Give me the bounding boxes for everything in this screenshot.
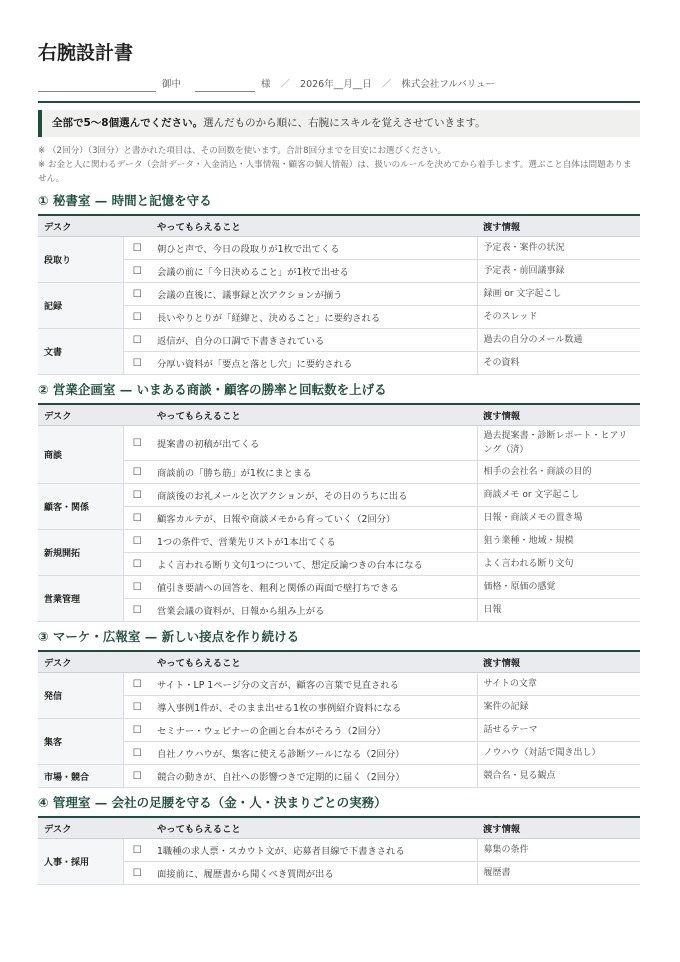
task-text: 値引き要請への回答を、粗利と関係の両面で壁打ちできる (151, 576, 477, 599)
task-checkbox[interactable]: ☐ (123, 696, 151, 719)
task-checkbox[interactable]: ☐ (123, 484, 151, 507)
header-info: 渡す情報 (477, 215, 640, 237)
table-row (38, 507, 640, 530)
skill-table (38, 816, 640, 885)
desk-label: 発信 (38, 673, 123, 719)
info-text: 過去の自分のメール数通 (477, 329, 640, 352)
table-row (38, 530, 640, 553)
table-row (38, 839, 640, 862)
task-checkbox[interactable]: ☐ (123, 719, 151, 742)
task-checkbox[interactable]: ☐ (123, 237, 151, 260)
separator: ／ (280, 79, 291, 90)
instruction-callout (38, 110, 640, 137)
header-info: 渡す情報 (477, 651, 640, 673)
task-text: 商談後のお礼メールと次アクションが、その日のうちに出る (151, 484, 477, 507)
notes (38, 144, 640, 186)
task-text: 競合の動きが、自社への影響つきで定期的に届く（2回分） (151, 765, 477, 788)
company-name-blank[interactable] (38, 79, 156, 92)
info-text: ノウハウ（対話で聞き出し） (477, 742, 640, 765)
task-checkbox[interactable]: ☐ (123, 742, 151, 765)
task-text: サイト・LP 1ページ分の文言が、顧客の言葉で見直される (151, 673, 477, 696)
task-text: 営業会議の資料が、日報から組み上がる (151, 599, 477, 622)
header-divider (38, 101, 640, 103)
table-row (38, 352, 640, 375)
desk-label: 顧客・関係 (38, 484, 123, 530)
info-text: 予定表・前回議事録 (477, 260, 640, 283)
header-task: やってもらえること (123, 817, 477, 839)
table-header-row (38, 651, 640, 673)
task-checkbox[interactable]: ☐ (123, 673, 151, 696)
info-text: 話せるテーマ (477, 719, 640, 742)
desk-label: 市場・競合 (38, 765, 123, 788)
info-text: 過去提案書・診断レポート・ヒアリング（済） (477, 426, 640, 461)
table-header-row (38, 404, 640, 426)
document-title: 右腕設計書 (38, 42, 134, 64)
task-text: よく言われる断り文句1つについて、想定反論つきの台本になる (151, 553, 477, 576)
task-checkbox[interactable]: ☐ (123, 426, 151, 461)
sama-label: 様 (261, 79, 271, 90)
task-checkbox[interactable]: ☐ (123, 839, 151, 862)
table-header-row (38, 817, 640, 839)
info-text: 日報 (477, 599, 640, 622)
table-row (38, 696, 640, 719)
task-text: 分厚い資料が「要点と落とし穴」に要約される (151, 352, 477, 375)
table-row (38, 484, 640, 507)
header-info: 渡す情報 (477, 404, 640, 426)
header-desk: デスク (38, 215, 123, 237)
task-text: 朝ひと声で、今日の段取りが1枚で出てくる (151, 237, 477, 260)
task-text: 導入事例1件が、そのまま出せる1枚の事例紹介資料になる (151, 696, 477, 719)
info-text: その資料 (477, 352, 640, 375)
table-row (38, 673, 640, 696)
task-text: セミナー・ウェビナーの企画と台本がそろう（2回分） (151, 719, 477, 742)
task-checkbox[interactable]: ☐ (123, 576, 151, 599)
note-1: ※ （2回分）（3回分）と書かれた項目は、その回数を使います。合計8回分までを目安にお選びください。 (38, 146, 447, 156)
task-checkbox[interactable]: ☐ (123, 599, 151, 622)
task-text: 顧客カルテが、日報や商談メモから育っていく（2回分） (151, 507, 477, 530)
desk-label: 人事・採用 (38, 839, 123, 885)
section-title: ① 秘書室 — 時間と記憶を守る (38, 193, 212, 208)
info-text: 価格・原価の感覚 (477, 576, 640, 599)
header-info: 渡す情報 (477, 817, 640, 839)
skill-table (38, 650, 640, 788)
onchu-label: 御中 (162, 79, 182, 90)
desk-label: 新規開拓 (38, 530, 123, 576)
header-task: やってもらえること (123, 215, 477, 237)
desk-label: 段取り (38, 237, 123, 283)
table-header-row (38, 215, 640, 237)
header-desk: デスク (38, 651, 123, 673)
section-title: ③ マーケ・広報室 — 新しい接点を作り続ける (38, 629, 300, 644)
task-text: 提案書の初稿が出てくる (151, 426, 477, 461)
info-text: そのスレッド (477, 306, 640, 329)
header-desk: デスク (38, 817, 123, 839)
task-text: 会議の前に「今日決めること」が1枚で出せる (151, 260, 477, 283)
task-checkbox[interactable]: ☐ (123, 283, 151, 306)
sections-container (38, 191, 640, 885)
task-checkbox[interactable]: ☐ (123, 260, 151, 283)
info-text: 案件の記録 (477, 696, 640, 719)
header-task: やってもらえること (123, 404, 477, 426)
header-desk: デスク (38, 404, 123, 426)
info-text: 日報・商談メモの置き場 (477, 507, 640, 530)
callout-emphasis: 全部で5〜8個選んでください。 (52, 117, 204, 129)
company-label: 株式会社フルバリュー (401, 79, 495, 90)
info-text: サイトの文章 (477, 673, 640, 696)
desk-label: 営業管理 (38, 576, 123, 622)
table-row (38, 306, 640, 329)
task-checkbox[interactable]: ☐ (123, 352, 151, 375)
task-text: 会議の直後に、議事録と次アクションが揃う (151, 283, 477, 306)
table-row (38, 283, 640, 306)
skill-table (38, 403, 640, 622)
table-row (38, 260, 640, 283)
date-field: 2026年__月__日 (300, 79, 372, 90)
table-row (38, 553, 640, 576)
task-checkbox[interactable]: ☐ (123, 461, 151, 484)
task-text: 自社ノウハウが、集客に使える診断ツールになる（2回分） (151, 742, 477, 765)
table-row (38, 742, 640, 765)
table-row (38, 237, 640, 260)
task-checkbox[interactable]: ☐ (123, 530, 151, 553)
table-row (38, 329, 640, 352)
task-checkbox[interactable]: ☐ (123, 553, 151, 576)
table-row (38, 426, 640, 461)
separator: ／ (381, 79, 392, 90)
desk-label: 集客 (38, 719, 123, 765)
skill-table (38, 214, 640, 375)
table-row (38, 599, 640, 622)
task-text: 返信が、自分の口調で下書きされている (151, 329, 477, 352)
info-text: 履歴書 (477, 862, 640, 885)
info-text: 競合名・見る観点 (477, 765, 640, 788)
person-name-blank[interactable] (195, 79, 255, 92)
table-row (38, 862, 640, 885)
desk-label: 文書 (38, 329, 123, 375)
callout-text: 選んだものから順に、右腕にスキルを覚えさせていきます。 (203, 117, 486, 129)
task-text: 商談前の「勝ち筋」が1枚にまとまる (151, 461, 477, 484)
info-text: 募集の条件 (477, 839, 640, 862)
task-checkbox[interactable]: ☐ (123, 329, 151, 352)
info-text: 相手の会社名・商談の目的 (477, 461, 640, 484)
note-2: ※ お金と人に関わるデータ（会計データ・入金消込・人事情報・顧客の個人情報）は、扱いのルールを決めてから着手します。選ぶこと自体は問題ありません。 (38, 160, 632, 184)
addressee-line (38, 70, 640, 92)
section-title: ② 営業企画室 — いまある商談・顧客の勝率と回転数を上げる (38, 382, 387, 397)
table-row (38, 719, 640, 742)
header-task: やってもらえること (123, 651, 477, 673)
task-text: 1つの条件で、営業先リストが1本出てくる (151, 530, 477, 553)
table-row (38, 461, 640, 484)
task-text: 1職種の求人票・スカウト文が、応募者目線で下書きされる (151, 839, 477, 862)
task-checkbox[interactable]: ☐ (123, 862, 151, 885)
info-text: よく言われる断り文句 (477, 553, 640, 576)
task-checkbox[interactable]: ☐ (123, 765, 151, 788)
task-text: 面接前に、履歴書から聞くべき質問が出る (151, 862, 477, 885)
table-row (38, 765, 640, 788)
task-checkbox[interactable]: ☐ (123, 306, 151, 329)
table-row (38, 576, 640, 599)
info-text: 商談メモ or 文字起こし (477, 484, 640, 507)
desk-label: 記録 (38, 283, 123, 329)
task-checkbox[interactable]: ☐ (123, 507, 151, 530)
info-text: 予定表・案件の状況 (477, 237, 640, 260)
desk-label: 商談 (38, 426, 123, 484)
info-text: 録画 or 文字起こし (477, 283, 640, 306)
info-text: 狙う業種・地域・規模 (477, 530, 640, 553)
task-text: 長いやりとりが「経緯と、決めること」に要約される (151, 306, 477, 329)
section-title: ④ 管理室 — 会社の足腰を守る（金・人・決まりごとの実務） (38, 795, 387, 810)
